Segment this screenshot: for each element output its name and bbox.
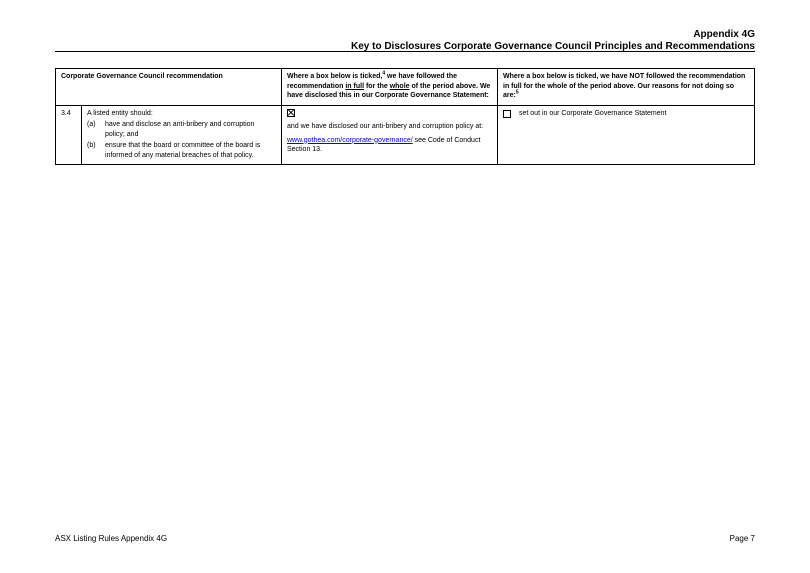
table-header-row xyxy=(56,69,755,106)
header-divider xyxy=(55,51,755,52)
not-followed-text: set out in our Corporate Governance Statement xyxy=(519,109,667,117)
recommendation-text xyxy=(82,105,282,165)
appendix-title: Appendix 4G xyxy=(693,29,755,40)
followed-checkbox[interactable] xyxy=(287,109,295,117)
governance-table xyxy=(55,68,755,165)
recommendation-intro: A listed entity should: xyxy=(87,109,153,117)
governance-link[interactable]: www.gothea.com/corporate-governance/ xyxy=(287,136,413,144)
table-row xyxy=(56,105,755,165)
disclosure-text: and we have disclosed our anti-bribery and corruption policy at: xyxy=(287,123,484,130)
recommendation-item-a: (a) have and disclose an anti-bribery and corruption policy; and xyxy=(87,121,255,138)
document-subtitle: Key to Disclosures Corporate Governance Council Principles and Recommendations xyxy=(351,41,755,52)
followed-cell xyxy=(282,105,498,165)
disclosure-location: www.gothea.com/corporate-governance/ see Code of Conduct Section 13. xyxy=(287,136,481,153)
followed-column-header: Where a box below is ticked,$^4$ we have followed the recommendation in full for the whole of the period above. We have disclosed this in our Corporate Governance Statement: xyxy=(282,69,498,106)
footer-document-name: ASX Listing Rules Appendix 4G xyxy=(55,534,168,543)
page-number: Page 7 xyxy=(729,534,755,543)
page-header xyxy=(351,29,755,53)
not-followed-checkbox[interactable] xyxy=(503,110,511,118)
recommendation-number: 3.4 xyxy=(56,105,82,165)
recommendation-column-header: Corporate Governance Council recommendation xyxy=(56,69,282,106)
not-followed-column-header: Where a box below is ticked, we have NOT followed the recommendation in full for the whole of the period above. Our reasons for not doing so are:$^5$ xyxy=(498,69,755,106)
recommendation-item-b: (b) ensure that the board or committee of the board is informed of any material breaches of that policy. xyxy=(87,142,261,159)
not-followed-cell xyxy=(498,105,755,165)
